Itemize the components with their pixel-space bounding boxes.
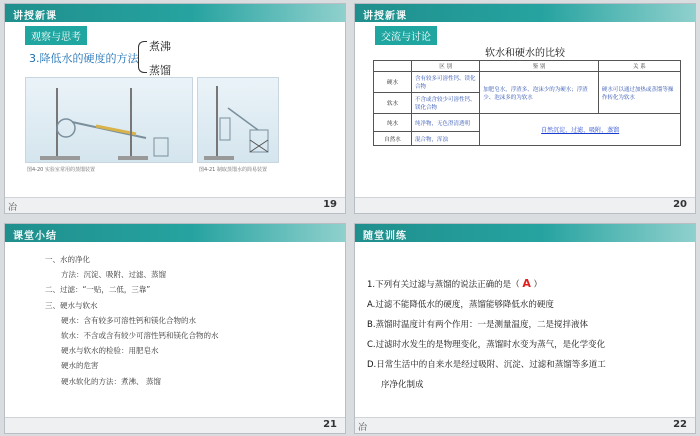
- slide-header-title: 随堂训练: [363, 231, 407, 242]
- slide-19-thumbnail[interactable]: [4, 3, 346, 214]
- comparison-table: [373, 60, 681, 146]
- slide-header-bar: [355, 224, 695, 242]
- section-tag: 交流与讨论: [375, 26, 437, 45]
- slide-header-title: 讲授新课: [13, 11, 57, 22]
- summary-line: 硬水：含有较多可溶性钙和镁化合物的水: [61, 315, 196, 325]
- summary-line: 硬水的危害: [61, 361, 99, 371]
- identify-cell: 加肥皂水，浮渣多、泡沫少的为硬水；浮渣少、泡沫多的为软水: [480, 72, 599, 114]
- summary-line: 软水：不含或含有较少可溶性钙和镁化合物的水: [61, 331, 219, 341]
- col-header: 区 别: [412, 61, 480, 72]
- table-cell: 混合物，浑浊: [412, 132, 480, 146]
- slide-21-thumbnail[interactable]: [4, 223, 346, 434]
- slide-header-bar: [355, 4, 695, 22]
- col-header: 鉴 别: [480, 61, 599, 72]
- col-header: 关 系: [598, 61, 680, 72]
- quiz-question: [367, 274, 687, 395]
- relation-cell: 硬水可以通过加热或蒸馏等操作转化为软水: [598, 72, 680, 114]
- page-number: 19: [323, 199, 337, 210]
- slide-header-bar: [5, 224, 345, 242]
- page-number: 22: [673, 419, 687, 430]
- page-number: 20: [673, 199, 687, 210]
- summary-line: 硬水软化的方法：煮沸、 蒸馏: [61, 376, 161, 386]
- answer-mark: A: [522, 277, 531, 290]
- summary-line: 二、过滤：“一贴，二低，三靠”: [45, 285, 151, 295]
- table-title: 软水和硬水的比较: [485, 48, 565, 59]
- purification-methods-cell: 自然沉淀、过滤、吸附、蒸馏: [480, 114, 681, 146]
- question-end: ）: [533, 280, 543, 290]
- question-text: 1.下列有关过滤与蒸馏的说法正确的是（: [367, 280, 520, 290]
- table-cell: 不含或含较少可溶性钙、镁化合物: [412, 93, 480, 114]
- question-stem: [367, 274, 687, 295]
- slide-footer: [355, 417, 695, 433]
- summary-line: 一、水的净化: [45, 255, 90, 264]
- row-label: 自然水: [374, 132, 412, 146]
- table-corner: [374, 61, 412, 72]
- slide-footer: [5, 417, 345, 433]
- simple-distiller-image: [197, 77, 279, 163]
- row-label: 纯水: [374, 114, 412, 132]
- option-d-cont: 序净化制成: [381, 380, 424, 390]
- option-a: A.过滤不能降低水的硬度，蒸馏能够降低水的硬度: [367, 300, 554, 310]
- slide-header-title: 课堂小结: [13, 231, 57, 242]
- summary-list: [45, 252, 219, 389]
- method-heading: 3.降低水的硬度的方法: [29, 52, 139, 65]
- slide-22-thumbnail[interactable]: [354, 223, 696, 434]
- slide-header-title: 讲授新课: [363, 11, 407, 22]
- footer-mark: 冶: [8, 203, 18, 213]
- summary-line: 三、硬水与软水: [45, 300, 98, 310]
- table-cell: 含有较多可溶性钙、镁化合物: [412, 72, 480, 93]
- section-tag: 观察与思考: [25, 26, 87, 45]
- slide-footer: [5, 197, 345, 213]
- caption: 图4-20 实验室常用的蒸馏装置: [27, 167, 95, 173]
- option-boil: 煮沸: [149, 40, 171, 53]
- distillation-apparatus-image: [25, 77, 193, 163]
- row-label: 软水: [374, 93, 412, 114]
- table-cell: 纯净物，无色澄清透明: [412, 114, 480, 132]
- option-c: C.过滤时水发生的是物理变化，蒸馏时水变为蒸气，是化学变化: [367, 340, 606, 350]
- slide-header-bar: [5, 4, 345, 22]
- option-d: D.日常生活中的自来水是经过吸附、沉淀、过滤和蒸馏等多道工: [367, 360, 606, 370]
- caption: 图4-21 制取蒸馏水的简易装置: [199, 167, 267, 173]
- summary-line: 方法：沉淀、吸附、过滤、蒸馏: [61, 270, 166, 280]
- slide-footer: [355, 197, 695, 213]
- footer-mark: 冶: [358, 423, 368, 433]
- page-number: 21: [323, 419, 337, 430]
- option-distill: 蒸馏: [149, 64, 171, 77]
- slide-20-thumbnail[interactable]: [354, 3, 696, 214]
- row-label: 硬水: [374, 72, 412, 93]
- option-b: B.蒸馏时温度计有两个作用：一是测量温度，二是搅拌液体: [367, 320, 589, 330]
- summary-line: 硬水与软水的检验：用肥皂水: [61, 346, 159, 356]
- brace: [138, 41, 147, 73]
